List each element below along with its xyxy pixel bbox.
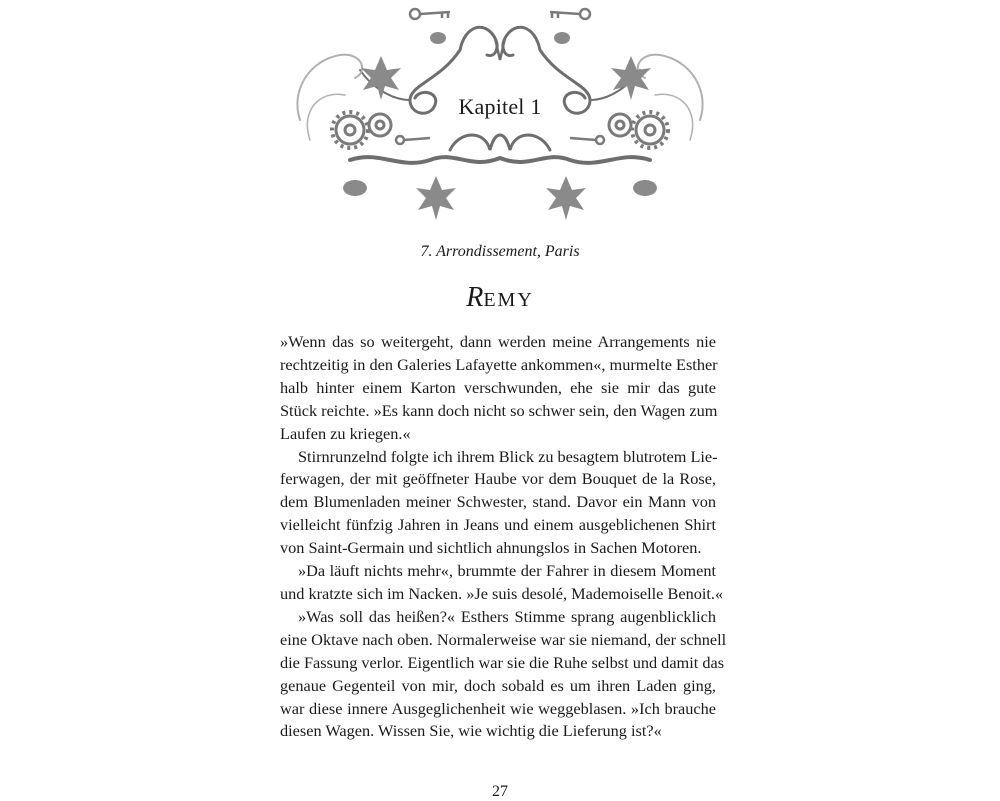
- text-line: halb hinter einem Karton verschwunden, ehe sie mir das gute: [280, 377, 716, 397]
- text-line: dem Blumenladen meiner Schwester, stand. Davor ein Mann von: [280, 492, 716, 512]
- paragraph: [280, 560, 724, 606]
- pov-rest: EMY: [483, 289, 534, 311]
- text-line: vielleicht fünfzig Jahren in Jeans und einem ausgeblichenen Shirt: [280, 515, 716, 535]
- paragraph: [280, 446, 716, 561]
- text-line: »Da läuft nichts mehr«, brummte der Fahrer in diesem Moment: [298, 561, 716, 581]
- chapter-location: 7. Arrondissement, Paris: [420, 243, 580, 260]
- body-text: [280, 331, 727, 743]
- pov-initial: R: [466, 282, 484, 313]
- text-line: Stirnrunzelnd folgte ich ihrem Blick zu besagtem blutrotem Lie-: [298, 446, 718, 466]
- text-line: »Wenn das so weitergeht, dann werden meine Arrangements nie: [280, 332, 716, 351]
- page-number: 27: [492, 783, 508, 800]
- text-line: genaue Gegenteil von mir, doch sobald es um ihren Laden ging,: [280, 675, 716, 695]
- text-line: »Was soll das heißen?« Esthers Stimme sprang augenblicklich: [298, 606, 716, 626]
- text-line: und kratzte sich im Nacken. »Je suis desolé, Mademoiselle Benoit.«: [280, 583, 724, 603]
- text-line: eine Oktave nach oben. Normalerweise war sie niemand, der schnell: [280, 629, 727, 649]
- text-line: die Fassung verlor. Eigentlich war sie die Ruhe selbst und damit das: [280, 652, 725, 672]
- chapter-title: Kapitel 1: [458, 94, 542, 119]
- text-line: Laufen zu kriegen.«: [280, 423, 411, 443]
- pov-name: [0, 282, 1000, 314]
- paragraph: [280, 331, 716, 446]
- paragraph: [280, 606, 727, 743]
- text-line: ferwagen, der mit geöffneter Haube vor dem Bouquet de la Rose,: [280, 469, 716, 489]
- text-line: diesen Wagen. Wissen Sie, wie wichtig die Lieferung ist?«: [280, 721, 662, 741]
- text-line: war diese innere Ausgeglichenheit wie weggeblasen. »Ich brauche: [280, 698, 716, 718]
- text-line: Stück reichte. »Es kann doch nicht so schwer sein, den Wagen zum: [280, 400, 718, 420]
- text-line: von Saint-Germain und sichtlich ahnungslos in Sachen Motoren.: [280, 538, 702, 558]
- text-line: rechtzeitig in den Galeries Lafayette ankommen«, murmelte Esther: [280, 354, 718, 374]
